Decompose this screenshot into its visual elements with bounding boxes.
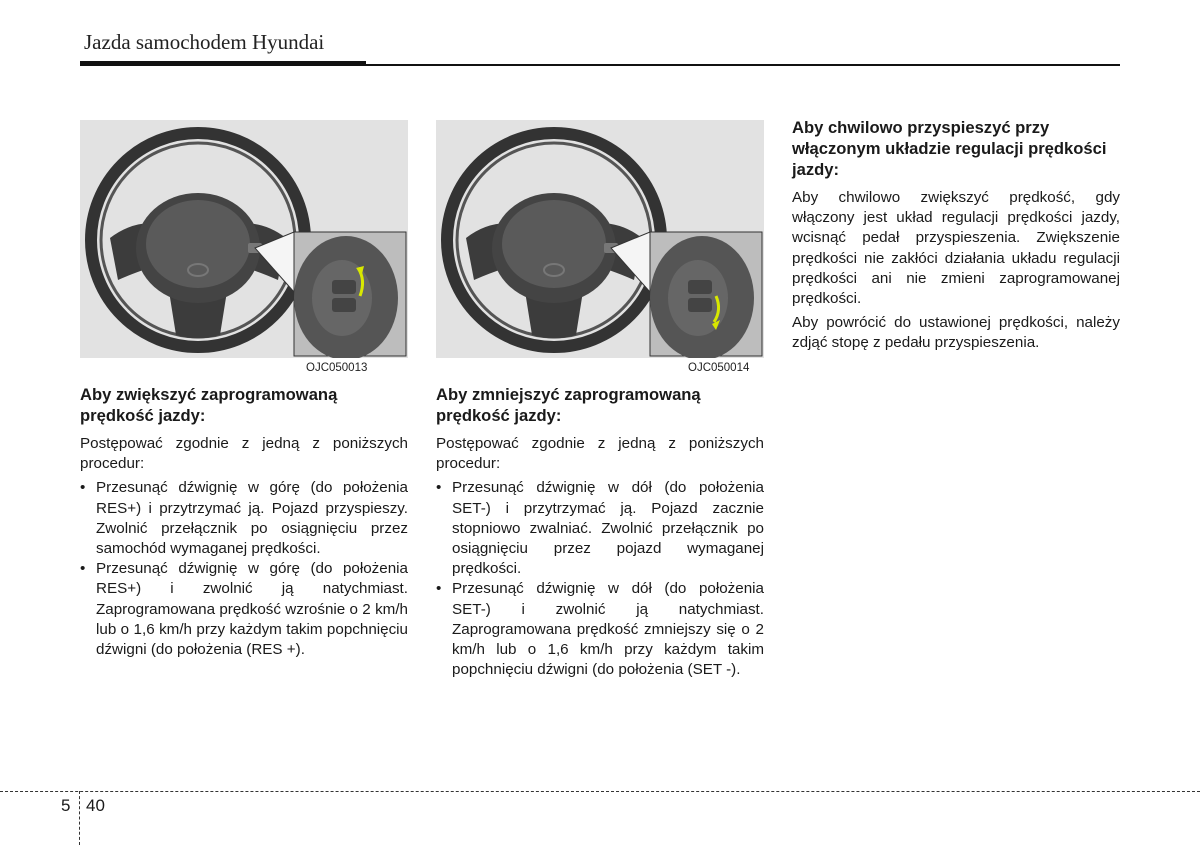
section-number: 5 [61, 796, 71, 815]
page-header-title: Jazda samochodem Hyundai [84, 30, 325, 54]
steering-wheel-figure-res [80, 120, 408, 358]
footer-rule [0, 791, 1200, 792]
section-temporary-acceleration [792, 117, 1120, 354]
list-item: • Przesunąć dźwignię w dół (do położenia SET-) i zwolnić ją natychmiast. Zaprogramowana prędkość zmniejszy się o 2 km/h lub o 1,6 km/h przy każdym takim popchnięciu dźwigni (do położenia (SET -). [436, 579, 764, 680]
steering-wheel-set-icon [436, 120, 764, 358]
intro-text: Postępować zgodnie z jedną z poniższych procedur: [436, 435, 764, 473]
list-item: • Przesunąć dźwignię w górę (do położenia RES+) i przytrzymać ją. Pojazd przyspieszy. Zwolnić przełącznik po osiągnięciu przez samochód wymaganej prędkości. [80, 478, 408, 559]
steering-wheel-res-icon [80, 120, 408, 358]
section-heading: Aby zmniejszyć zaprogramowaną prędkość jazdy: [436, 385, 701, 425]
paragraph: Aby chwilowo zwiększyć prędkość, gdy włączony jest układ regulacji prędkości jazdy, wcisnąć pedał przyspieszenia. Zwiększenie prędkości nie zakłóci działania układu regulacji prędkości ani nie zmieni zaprogramowanej prędkości. [792, 189, 1120, 308]
header-rule-thick [80, 61, 366, 66]
page-number: 40 [86, 796, 105, 815]
paragraph: Aby powrócić do ustawionej prędkości, należy zdjąć stopę z pedału przyspieszenia. [792, 314, 1120, 352]
steering-wheel-figure-set [436, 120, 764, 358]
list-item: • Przesunąć dźwignię w górę (do położenia RES+) i zwolnić ją natychmiast. Zaprogramowana prędkość wzrośnie o 2 km/h lub o 1,6 km/h przy każdym takim popchnięciu dźwigni (do położenia (RES +). [80, 559, 408, 660]
list-item: • Przesunąć dźwignię w dół (do położenia SET-) i przytrzymać ją. Pojazd zacznie stopniowo zwalniać. Zwolnić przełącznik po osiągnięciu przez pojazd wymaganej prędkości. [436, 478, 764, 579]
section-increase-speed [80, 384, 408, 660]
section-heading: Aby chwilowo przyspieszyć przy włączonym układzie regulacji prędkości jazdy: [792, 118, 1107, 179]
footer-divider [79, 791, 80, 845]
intro-text: Postępować zgodnie z jedną z poniższych procedur: [80, 435, 408, 473]
section-heading: Aby zwiększyć zaprogramowaną prędkość jazdy: [80, 385, 338, 425]
figure-code: OJC050014 [688, 362, 750, 374]
header-rule-thin [366, 64, 1120, 66]
figure-code: OJC050013 [306, 362, 368, 374]
section-decrease-speed [436, 384, 764, 680]
